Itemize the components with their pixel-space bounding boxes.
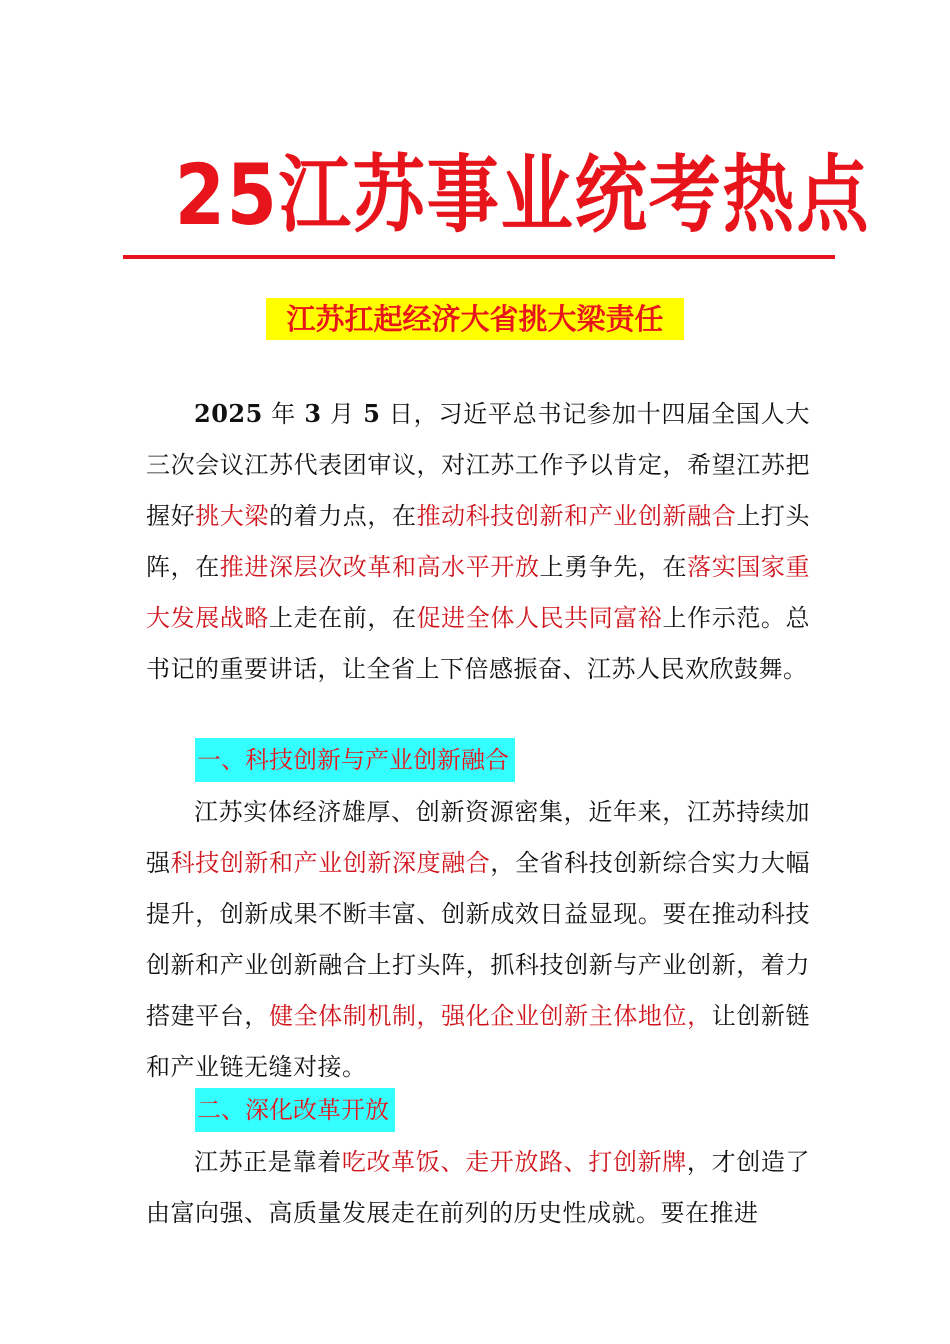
section-heading-1: 一、科技创新与产业创新融合 <box>195 738 515 782</box>
text-segment: 日，习近平总书记参加十四届全国人大三次会议江苏代表团审议，对江苏工作予以肯定，希望江苏把握好 <box>146 400 810 530</box>
main-title: 25江苏事业统考热点 <box>174 146 871 244</box>
text-segment: 月 <box>321 400 364 428</box>
date-year: 2025 <box>194 399 263 428</box>
text-segment: 让创新链和产业链无缝对接。 <box>146 1002 811 1081</box>
highlight-text: 促进全体人民共同富裕 <box>416 604 663 632</box>
date-month: 3 <box>304 399 322 428</box>
highlight-text: 挑大梁 <box>195 502 269 530</box>
text-segment: 江苏实体经济雄厚、创新资源密集，近年来，江苏持续加强 <box>146 798 810 877</box>
text-segment: 上勇争先，在 <box>539 553 688 581</box>
highlight-text: 推进深层次改革和高水平开放 <box>219 553 540 581</box>
text-segment: ，全省科技创新综合实力大幅提升，创新成果不断丰富、创新成效日益显现。要在推动科技创新和产业创新融合上打头阵，抓科技创新与产业创新，着力搭建平台， <box>146 849 811 1030</box>
text-segment: ，才创造了由富向强、高质量发展走在前列的历史性成就。要在推进 <box>146 1148 811 1227</box>
text-segment: 上作示范。总书记的重要讲话，让全省上下倍感振奋、江苏人民欢欣鼓舞。 <box>146 604 811 683</box>
text-segment: 年 <box>262 400 305 428</box>
paragraph-section-2 <box>146 1137 810 1239</box>
paragraph-intro <box>146 388 810 695</box>
text-segment: 的着力点，在 <box>269 502 417 530</box>
text-segment: 江苏正是靠着 <box>194 1148 342 1176</box>
subtitle: 江苏扛起经济大省挑大梁责任 <box>266 298 684 340</box>
date-day: 5 <box>363 399 381 428</box>
highlight-text: 吃改革饭、走开放路、打创新牌 <box>341 1148 687 1176</box>
highlight-text: 科技创新和产业创新深度融合 <box>170 849 491 877</box>
highlight-text: 推动科技创新和产业创新融合 <box>416 502 737 530</box>
highlight-text: 落实国家重大发展战略 <box>146 553 811 632</box>
highlight-text: 健全体制机制，强化企业创新主体地位， <box>268 1002 712 1030</box>
paragraph-section-1 <box>146 787 810 1093</box>
title-divider <box>123 255 835 259</box>
section-heading-2: 二、深化改革开放 <box>195 1088 395 1132</box>
text-segment: 上打头阵，在 <box>146 502 811 581</box>
text-segment: 上走在前，在 <box>268 604 417 632</box>
